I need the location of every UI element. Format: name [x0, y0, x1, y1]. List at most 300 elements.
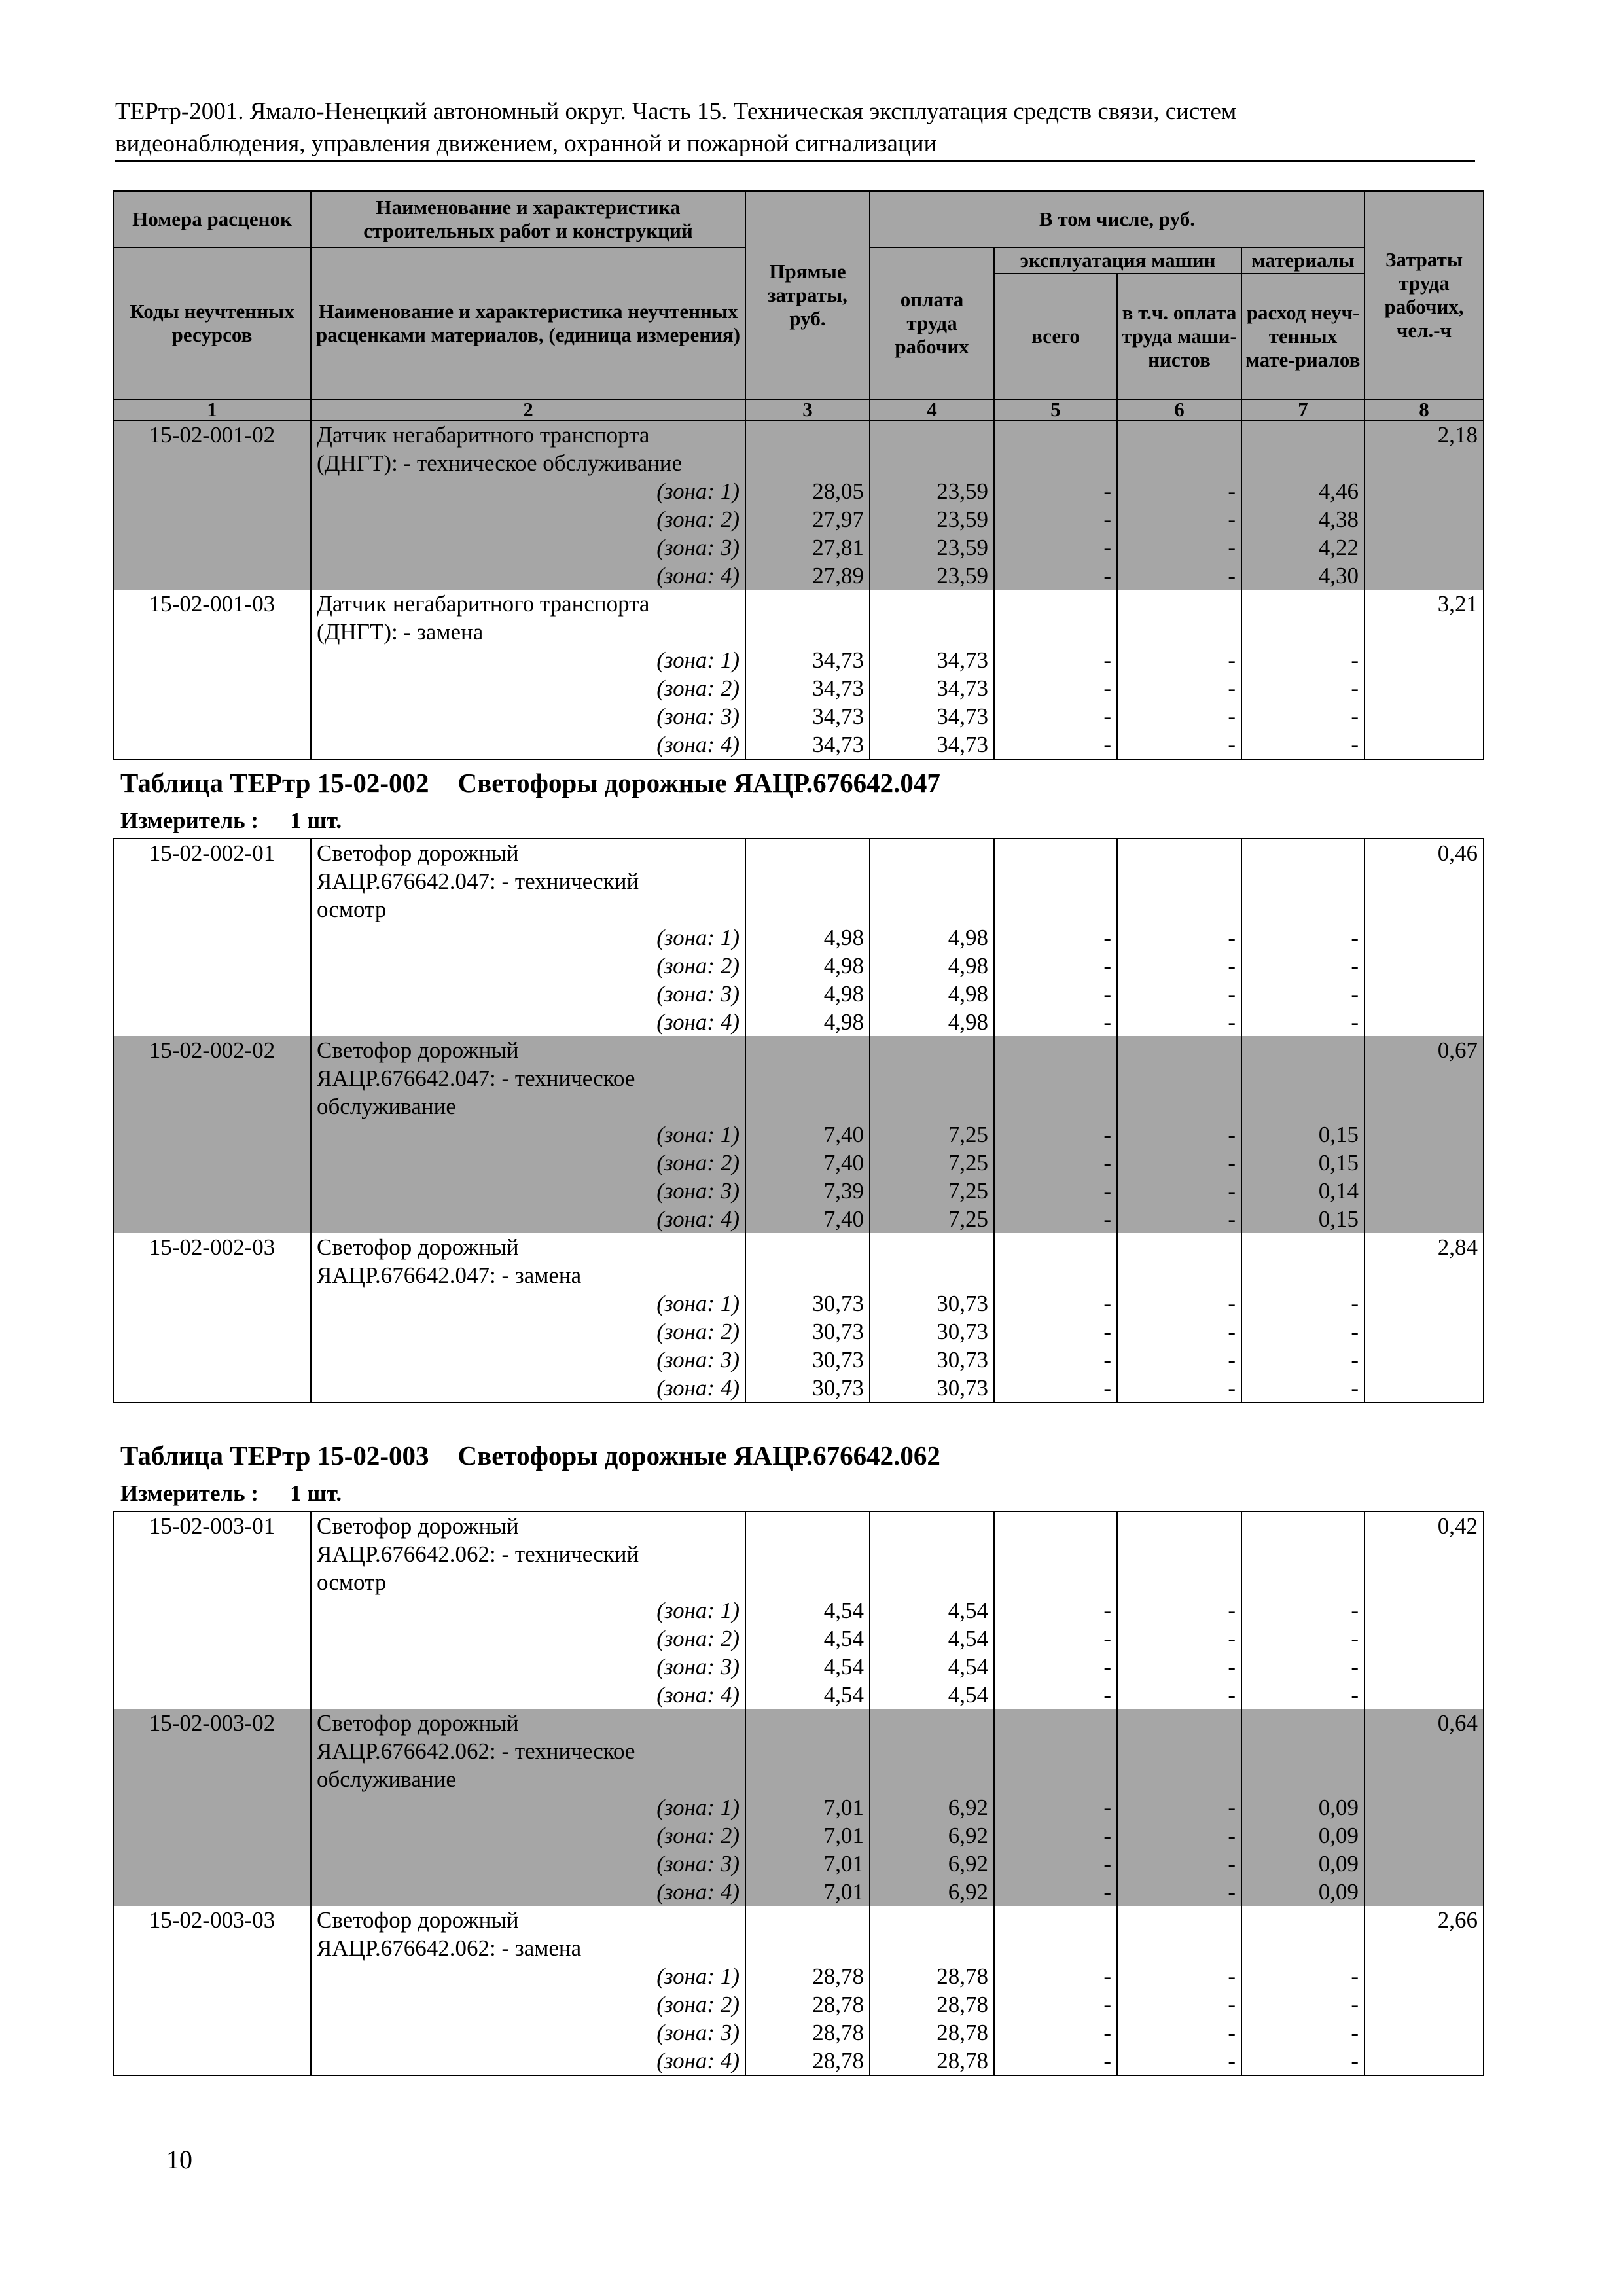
- empty-cell: [1241, 1737, 1364, 1765]
- labor-cost: 3,21: [1364, 590, 1484, 618]
- empty-cell: [745, 1765, 870, 1793]
- empty-cell: [113, 2018, 311, 2047]
- empty-cell: [1364, 1261, 1484, 1289]
- empty-cell: [745, 1568, 870, 1596]
- machinist-pay: -: [1117, 505, 1241, 533]
- zone-label: (зона: 4): [311, 1374, 745, 1403]
- zone-row: [113, 1653, 1484, 1681]
- empty-cell: [994, 895, 1117, 924]
- direct-cost: 7,01: [745, 1850, 870, 1878]
- empty-cell: [745, 420, 870, 449]
- machines-total: -: [994, 1318, 1117, 1346]
- rate-name-row: [113, 1511, 1484, 1540]
- machines-total: -: [994, 1681, 1117, 1709]
- empty-cell: [113, 1653, 311, 1681]
- direct-cost: 30,73: [745, 1318, 870, 1346]
- machinist-pay: -: [1117, 1346, 1241, 1374]
- empty-cell: [1364, 952, 1484, 980]
- col-index: 3: [745, 399, 870, 420]
- rate-name-line: Светофор дорожный: [311, 1233, 745, 1261]
- empty-cell: [113, 1261, 311, 1289]
- machinist-pay: -: [1117, 1008, 1241, 1036]
- machines-total: -: [994, 533, 1117, 562]
- zone-row: [113, 505, 1484, 533]
- zone-label: (зона: 1): [311, 1596, 745, 1624]
- machinist-pay: -: [1117, 1793, 1241, 1821]
- empty-cell: [113, 1962, 311, 1990]
- empty-cell: [745, 1092, 870, 1121]
- rate-name-line: (ДНГТ): - замена: [311, 618, 745, 646]
- empty-cell: [1364, 2047, 1484, 2075]
- rate-name-line: ЯАЦР.676642.062: - замена: [311, 1934, 745, 1962]
- worker-pay: 23,59: [870, 562, 994, 590]
- col-machinist-pay: в т.ч. оплата труда маши-нистов: [1117, 274, 1241, 399]
- zone-row: [113, 730, 1484, 759]
- empty-cell: [1241, 895, 1364, 924]
- machines-total: -: [994, 1990, 1117, 2018]
- empty-cell: [994, 449, 1117, 477]
- machinist-pay: -: [1117, 1149, 1241, 1177]
- zone-label: (зона: 3): [311, 1177, 745, 1205]
- direct-cost: 30,73: [745, 1374, 870, 1403]
- empty-cell: [1364, 1318, 1484, 1346]
- empty-cell: [1117, 1765, 1241, 1793]
- machines-total: -: [994, 1962, 1117, 1990]
- empty-cell: [1364, 867, 1484, 895]
- empty-cell: [1364, 646, 1484, 674]
- rate-name-line: ЯАЦР.676642.047: - замена: [311, 1261, 745, 1289]
- direct-cost: 4,54: [745, 1681, 870, 1709]
- col-labor-cost: Затраты труда рабочих, чел.-ч: [1364, 191, 1484, 399]
- worker-pay: 6,92: [870, 1821, 994, 1850]
- zone-row: [113, 1990, 1484, 2018]
- materials-cost: -: [1241, 1318, 1364, 1346]
- empty-cell: [870, 449, 994, 477]
- empty-cell: [1241, 1064, 1364, 1092]
- materials-cost: 4,22: [1241, 533, 1364, 562]
- zone-label: (зона: 3): [311, 2018, 745, 2047]
- empty-cell: [745, 895, 870, 924]
- direct-cost: 7,01: [745, 1793, 870, 1821]
- worker-pay: 7,25: [870, 1177, 994, 1205]
- labor-cost: 0,67: [1364, 1036, 1484, 1064]
- empty-cell: [113, 1793, 311, 1821]
- zone-row: [113, 646, 1484, 674]
- materials-cost: -: [1241, 1596, 1364, 1624]
- col-unaccounted-materials: расход неуч-тенных мате-риалов: [1241, 274, 1364, 399]
- rate-name-line: Светофор дорожный: [311, 1709, 745, 1737]
- direct-cost: 7,39: [745, 1177, 870, 1205]
- empty-cell: [994, 590, 1117, 618]
- machines-total: -: [994, 1850, 1117, 1878]
- zone-label: (зона: 3): [311, 980, 745, 1008]
- col-name-bottom: Наименование и характеристика неучтенных расценками материалов, (единица измерения): [311, 247, 745, 399]
- col-machines-total: всего: [994, 274, 1117, 399]
- empty-cell: [745, 1233, 870, 1261]
- worker-pay: 28,78: [870, 2047, 994, 2075]
- empty-cell: [870, 420, 994, 449]
- empty-cell: [113, 1121, 311, 1149]
- worker-pay: 30,73: [870, 1346, 994, 1374]
- col-index: 2: [311, 399, 745, 420]
- empty-cell: [1364, 895, 1484, 924]
- rate-code: 15-02-002-01: [113, 838, 311, 867]
- empty-cell: [1241, 1092, 1364, 1121]
- machinist-pay: -: [1117, 1850, 1241, 1878]
- empty-cell: [1241, 1036, 1364, 1064]
- rate-code: 15-02-003-03: [113, 1906, 311, 1934]
- worker-pay: 4,98: [870, 952, 994, 980]
- zone-label: (зона: 1): [311, 1121, 745, 1149]
- machinist-pay: -: [1117, 1821, 1241, 1850]
- empty-cell: [1364, 1765, 1484, 1793]
- empty-cell: [870, 1036, 994, 1064]
- empty-cell: [1117, 895, 1241, 924]
- empty-cell: [870, 867, 994, 895]
- empty-cell: [1364, 1289, 1484, 1318]
- machinist-pay: -: [1117, 674, 1241, 702]
- zone-row: [113, 1121, 1484, 1149]
- empty-cell: [113, 674, 311, 702]
- materials-cost: 0,14: [1241, 1177, 1364, 1205]
- empty-cell: [1117, 1064, 1241, 1092]
- machinist-pay: -: [1117, 1596, 1241, 1624]
- empty-cell: [994, 1540, 1117, 1568]
- rate-name-row: [113, 449, 1484, 477]
- empty-cell: [1117, 1036, 1241, 1064]
- empty-cell: [113, 702, 311, 730]
- empty-cell: [1364, 2018, 1484, 2047]
- rate-name-row: [113, 1261, 1484, 1289]
- empty-cell: [113, 1289, 311, 1318]
- rate-name-row: [113, 1092, 1484, 1121]
- zone-row: [113, 1346, 1484, 1374]
- empty-cell: [113, 895, 311, 924]
- empty-cell: [1364, 1121, 1484, 1149]
- empty-cell: [113, 1934, 311, 1962]
- machines-total: -: [994, 1289, 1117, 1318]
- rates-table-header: [113, 190, 1484, 760]
- empty-cell: [994, 867, 1117, 895]
- zone-row: [113, 980, 1484, 1008]
- rate-name-row: [113, 1934, 1484, 1962]
- empty-cell: [113, 1346, 311, 1374]
- empty-cell: [994, 1092, 1117, 1121]
- zone-label: (зона: 2): [311, 1624, 745, 1653]
- rate-name-row: [113, 1906, 1484, 1934]
- empty-cell: [745, 1064, 870, 1092]
- empty-cell: [113, 1624, 311, 1653]
- rate-name-line: ЯАЦР.676642.062: - технический: [311, 1540, 745, 1568]
- empty-cell: [745, 1709, 870, 1737]
- worker-pay: 4,98: [870, 1008, 994, 1036]
- worker-pay: 4,98: [870, 924, 994, 952]
- machinist-pay: -: [1117, 1990, 1241, 2018]
- measure-label: Измеритель :: [120, 808, 259, 833]
- empty-cell: [1364, 449, 1484, 477]
- empty-cell: [113, 1318, 311, 1346]
- empty-cell: [994, 1934, 1117, 1962]
- zone-row: [113, 1008, 1484, 1036]
- empty-cell: [113, 562, 311, 590]
- empty-cell: [1117, 867, 1241, 895]
- worker-pay: 28,78: [870, 1990, 994, 2018]
- labor-cost: 0,64: [1364, 1709, 1484, 1737]
- worker-pay: 34,73: [870, 646, 994, 674]
- direct-cost: 28,78: [745, 1990, 870, 2018]
- zone-label: (зона: 3): [311, 1850, 745, 1878]
- materials-cost: -: [1241, 1374, 1364, 1403]
- empty-cell: [1241, 449, 1364, 477]
- zone-label: (зона: 4): [311, 2047, 745, 2075]
- direct-cost: 34,73: [745, 702, 870, 730]
- labor-cost: 0,42: [1364, 1511, 1484, 1540]
- empty-cell: [1364, 1064, 1484, 1092]
- rate-name-line: Светофор дорожный: [311, 838, 745, 867]
- col-index: 7: [1241, 399, 1364, 420]
- machinist-pay: -: [1117, 562, 1241, 590]
- materials-cost: -: [1241, 1653, 1364, 1681]
- col-index: 8: [1364, 399, 1484, 420]
- zone-label: (зона: 1): [311, 646, 745, 674]
- empty-cell: [1117, 420, 1241, 449]
- direct-cost: 30,73: [745, 1289, 870, 1318]
- rate-name-line: ЯАЦР.676642.047: - технический: [311, 867, 745, 895]
- machines-total: -: [994, 702, 1117, 730]
- direct-cost: 27,89: [745, 562, 870, 590]
- direct-cost: 7,01: [745, 1821, 870, 1850]
- zone-label: (зона: 3): [311, 533, 745, 562]
- rate-code: 15-02-003-02: [113, 1709, 311, 1737]
- empty-cell: [1117, 1511, 1241, 1540]
- rate-code: 15-02-001-03: [113, 590, 311, 618]
- empty-cell: [1364, 1850, 1484, 1878]
- zone-label: (зона: 2): [311, 1990, 745, 2018]
- rate-name-line: осмотр: [311, 1568, 745, 1596]
- empty-cell: [870, 618, 994, 646]
- zone-row: [113, 1596, 1484, 1624]
- rate-name-row: [113, 618, 1484, 646]
- empty-cell: [1364, 1177, 1484, 1205]
- empty-cell: [1241, 1765, 1364, 1793]
- machinist-pay: -: [1117, 1962, 1241, 1990]
- machinist-pay: -: [1117, 1318, 1241, 1346]
- materials-cost: -: [1241, 1990, 1364, 2018]
- machinist-pay: -: [1117, 730, 1241, 759]
- empty-cell: [113, 1681, 311, 1709]
- col-including: В том числе, руб.: [870, 191, 1364, 247]
- rate-name-line: обслуживание: [311, 1092, 745, 1121]
- empty-cell: [1117, 1092, 1241, 1121]
- empty-cell: [113, 1374, 311, 1403]
- machinist-pay: -: [1117, 1205, 1241, 1233]
- empty-cell: [870, 1934, 994, 1962]
- empty-cell: [113, 1149, 311, 1177]
- materials-cost: -: [1241, 1346, 1364, 1374]
- machines-total: -: [994, 1878, 1117, 1906]
- measure-unit: [120, 808, 342, 834]
- zone-label: (зона: 1): [311, 1962, 745, 1990]
- empty-cell: [1364, 618, 1484, 646]
- zone-label: (зона: 3): [311, 1346, 745, 1374]
- worker-pay: 4,98: [870, 980, 994, 1008]
- machinist-pay: -: [1117, 1681, 1241, 1709]
- zone-label: (зона: 1): [311, 1793, 745, 1821]
- empty-cell: [1364, 1681, 1484, 1709]
- direct-cost: 7,01: [745, 1878, 870, 1906]
- direct-cost: 28,78: [745, 2047, 870, 2075]
- machinist-pay: -: [1117, 1878, 1241, 1906]
- empty-cell: [1117, 1568, 1241, 1596]
- zone-row: [113, 674, 1484, 702]
- machinist-pay: -: [1117, 1624, 1241, 1653]
- labor-cost: 0,46: [1364, 838, 1484, 867]
- empty-cell: [1241, 420, 1364, 449]
- materials-cost: 0,09: [1241, 1850, 1364, 1878]
- zone-label: (зона: 2): [311, 1821, 745, 1850]
- empty-cell: [870, 895, 994, 924]
- table-number: Таблица ТЕРтр 15-02-002: [120, 768, 429, 798]
- direct-cost: 34,73: [745, 730, 870, 759]
- col-direct-costs: Прямые затраты, руб.: [745, 191, 870, 399]
- rate-name-line: Датчик негабаритного транспорта: [311, 420, 745, 449]
- measure-value: 1 шт.: [290, 1480, 342, 1506]
- machinist-pay: -: [1117, 533, 1241, 562]
- machines-total: -: [994, 562, 1117, 590]
- zone-label: (зона: 4): [311, 730, 745, 759]
- zone-label: (зона: 4): [311, 1681, 745, 1709]
- machines-total: -: [994, 980, 1117, 1008]
- empty-cell: [1117, 1709, 1241, 1737]
- worker-pay: 7,25: [870, 1205, 994, 1233]
- zone-row: [113, 1878, 1484, 1906]
- machines-total: -: [994, 952, 1117, 980]
- machines-total: -: [994, 1624, 1117, 1653]
- machinist-pay: -: [1117, 1653, 1241, 1681]
- rate-name-line: Датчик негабаритного транспорта: [311, 590, 745, 618]
- zone-label: (зона: 3): [311, 702, 745, 730]
- empty-cell: [113, 1064, 311, 1092]
- empty-cell: [1364, 1092, 1484, 1121]
- empty-cell: [745, 1036, 870, 1064]
- materials-cost: 4,30: [1241, 562, 1364, 590]
- machines-total: -: [994, 1374, 1117, 1403]
- direct-cost: 27,97: [745, 505, 870, 533]
- direct-cost: 34,73: [745, 646, 870, 674]
- rate-code: 15-02-002-03: [113, 1233, 311, 1261]
- rate-name-row: [113, 1036, 1484, 1064]
- empty-cell: [870, 1765, 994, 1793]
- empty-cell: [745, 1906, 870, 1934]
- empty-cell: [1241, 1540, 1364, 1568]
- empty-cell: [1364, 1990, 1484, 2018]
- measure-label: Измеритель :: [120, 1480, 259, 1506]
- zone-row: [113, 1149, 1484, 1177]
- empty-cell: [1241, 1261, 1364, 1289]
- machines-total: -: [994, 477, 1117, 505]
- materials-cost: 0,15: [1241, 1205, 1364, 1233]
- zone-row: [113, 1793, 1484, 1821]
- empty-cell: [1364, 1540, 1484, 1568]
- machinist-pay: -: [1117, 1374, 1241, 1403]
- zone-row: [113, 1374, 1484, 1403]
- empty-cell: [745, 838, 870, 867]
- rate-name-row: [113, 1709, 1484, 1737]
- direct-cost: 34,73: [745, 674, 870, 702]
- empty-cell: [870, 1709, 994, 1737]
- direct-cost: 4,54: [745, 1653, 870, 1681]
- zone-label: (зона: 4): [311, 1008, 745, 1036]
- machines-total: -: [994, 1205, 1117, 1233]
- direct-cost: 28,78: [745, 1962, 870, 1990]
- materials-cost: -: [1241, 702, 1364, 730]
- empty-cell: [113, 952, 311, 980]
- table-title: [120, 767, 940, 798]
- rate-name-line: ЯАЦР.676642.062: - техническое: [311, 1737, 745, 1765]
- machinist-pay: -: [1117, 477, 1241, 505]
- empty-cell: [113, 1990, 311, 2018]
- empty-cell: [1241, 1906, 1364, 1934]
- zone-label: (зона: 2): [311, 1318, 745, 1346]
- worker-pay: 7,25: [870, 1121, 994, 1149]
- empty-cell: [994, 1261, 1117, 1289]
- machinist-pay: -: [1117, 1177, 1241, 1205]
- materials-cost: -: [1241, 1962, 1364, 1990]
- document-header: [115, 96, 1475, 162]
- machines-total: -: [994, 1346, 1117, 1374]
- zone-label: (зона: 2): [311, 1149, 745, 1177]
- rate-name-row: [113, 1233, 1484, 1261]
- materials-cost: 0,15: [1241, 1121, 1364, 1149]
- header-line-1: ТЕРтр-2001. Ямало-Ненецкий автономный округ. Часть 15. Техническая эксплуатация средств связи, систем: [115, 98, 1237, 125]
- zone-label: (зона: 2): [311, 505, 745, 533]
- empty-cell: [113, 924, 311, 952]
- empty-cell: [113, 1205, 311, 1233]
- empty-cell: [745, 1540, 870, 1568]
- direct-cost: 4,98: [745, 952, 870, 980]
- zone-label: (зона: 2): [311, 674, 745, 702]
- rate-name-line: обслуживание: [311, 1765, 745, 1793]
- empty-cell: [113, 1092, 311, 1121]
- zone-row: [113, 2018, 1484, 2047]
- materials-cost: -: [1241, 952, 1364, 980]
- empty-cell: [1364, 533, 1484, 562]
- empty-cell: [1364, 505, 1484, 533]
- col-resource-codes: Коды неучтенных ресурсов: [113, 247, 311, 399]
- worker-pay: 23,59: [870, 505, 994, 533]
- rate-name-row: [113, 1568, 1484, 1596]
- worker-pay: 4,54: [870, 1624, 994, 1653]
- rate-name-row: [113, 1765, 1484, 1793]
- table-caption: Светофоры дорожные ЯАЦР.676642.062: [457, 1441, 940, 1471]
- zone-row: [113, 1850, 1484, 1878]
- col-index: 1: [113, 399, 311, 420]
- empty-cell: [1364, 1008, 1484, 1036]
- machines-total: -: [994, 505, 1117, 533]
- machinist-pay: -: [1117, 646, 1241, 674]
- machines-total: -: [994, 2047, 1117, 2075]
- machinist-pay: -: [1117, 952, 1241, 980]
- col-index: 4: [870, 399, 994, 420]
- col-name-top: Наименование и характеристика строительных работ и конструкций: [311, 191, 745, 247]
- machinist-pay: -: [1117, 1121, 1241, 1149]
- empty-cell: [1241, 1233, 1364, 1261]
- col-machines: эксплуатация машин: [994, 247, 1241, 274]
- worker-pay: 6,92: [870, 1793, 994, 1821]
- materials-cost: -: [1241, 646, 1364, 674]
- empty-cell: [113, 2047, 311, 2075]
- direct-cost: 4,54: [745, 1596, 870, 1624]
